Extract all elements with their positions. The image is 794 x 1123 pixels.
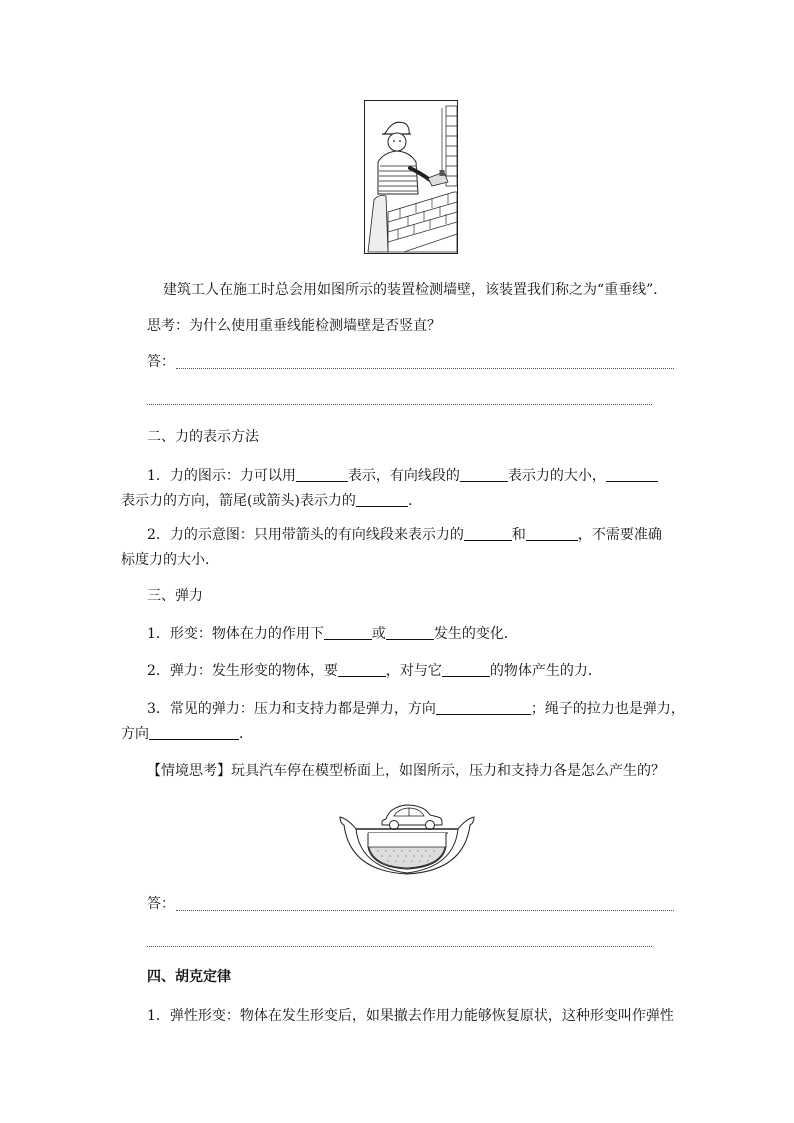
- text-segment: 和: [511, 527, 526, 543]
- toy-car-bridge-illustration: [338, 795, 476, 875]
- scenario-answer-label: 答：: [147, 896, 175, 912]
- text-segment: 方向: [121, 726, 149, 742]
- scenario-answer-line-1[interactable]: [176, 910, 674, 911]
- thinking-question: 思考：为什么使用重垂线能检测墙壁是否竖直？: [147, 318, 441, 334]
- text-segment: 表示力的方向，箭尾(或箭头)表示力的: [121, 493, 356, 509]
- fill-blank[interactable]: [442, 662, 490, 677]
- common-elastic-forces-item-continued: [121, 724, 253, 744]
- section-heading-hookes-law: 四、胡克定律: [147, 969, 231, 985]
- fill-blank[interactable]: [356, 492, 408, 507]
- fill-blank[interactable]: [460, 467, 508, 482]
- scenario-text: 玩具汽车停在模型桥面上，如图所示，压力和支持力各是怎么产生的？: [231, 763, 665, 779]
- text-segment: ；绳子的拉力也是弹力，: [530, 701, 685, 717]
- force-diagram-item: [147, 466, 658, 486]
- answer-line-2[interactable]: [147, 404, 652, 405]
- force-sketch-item: [147, 525, 662, 545]
- construction-worker-illustration: [364, 100, 458, 254]
- elastic-deformation-item: 1．弹性形变：物体在发生形变后，如果撤去作用力能够恢复原状，这种形变叫作弹性: [147, 1008, 674, 1024]
- text-segment: 1．形变：物体在力的作用下: [147, 626, 324, 642]
- text-segment: ，不需要准确: [577, 527, 662, 543]
- text-segment: 或: [371, 626, 386, 642]
- force-sketch-item-continued: 标度力的大小．: [121, 552, 219, 568]
- fill-blank[interactable]: [526, 526, 578, 541]
- text-segment: 表示，有向线段的: [347, 468, 460, 484]
- text-segment: 发生的变化．: [433, 626, 518, 642]
- deformation-item: [147, 624, 518, 644]
- text-segment: 3．常见的弹力：压力和支持力都是弹力，方向: [147, 701, 436, 717]
- text-segment: 表示力的大小，: [507, 468, 606, 484]
- elastic-force-item: [147, 661, 602, 681]
- fill-blank[interactable]: [606, 467, 658, 482]
- text-segment: ，对与它: [385, 663, 442, 679]
- fill-blank[interactable]: [436, 700, 531, 715]
- answer-line-1[interactable]: [176, 368, 674, 369]
- section-heading-elastic-force: 三、弹力: [147, 588, 203, 604]
- scenario-answer-line-2[interactable]: [147, 946, 652, 947]
- plumb-line-description: 建筑工人在施工时总会用如图所示的装置检测墙壁，该装置我们称之为“重垂线”．: [163, 282, 668, 298]
- text-segment: 的物体产生的力．: [489, 663, 602, 679]
- force-diagram-item-continued: [121, 491, 422, 511]
- fill-blank[interactable]: [464, 526, 512, 541]
- fill-blank[interactable]: [324, 625, 372, 640]
- text-segment: 1．力的图示：力可以用: [147, 468, 296, 484]
- scenario-question: [147, 761, 665, 781]
- fill-blank[interactable]: [149, 725, 239, 740]
- text-segment: 2．弹力：发生形变的物体，要: [147, 663, 338, 679]
- scenario-tag: 【情境思考】: [147, 763, 231, 779]
- fill-blank[interactable]: [386, 625, 434, 640]
- section-heading-force-representation: 二、力的表示方法: [147, 429, 259, 445]
- fill-blank[interactable]: [338, 662, 386, 677]
- answer-label: 答：: [147, 354, 175, 370]
- common-elastic-forces-item: [147, 699, 685, 719]
- text-segment: 2．力的示意图：只用带箭头的有向线段来表示力的: [147, 527, 464, 543]
- text-segment: ．: [407, 493, 422, 509]
- fill-blank[interactable]: [296, 467, 348, 482]
- text-segment: ．: [239, 726, 253, 742]
